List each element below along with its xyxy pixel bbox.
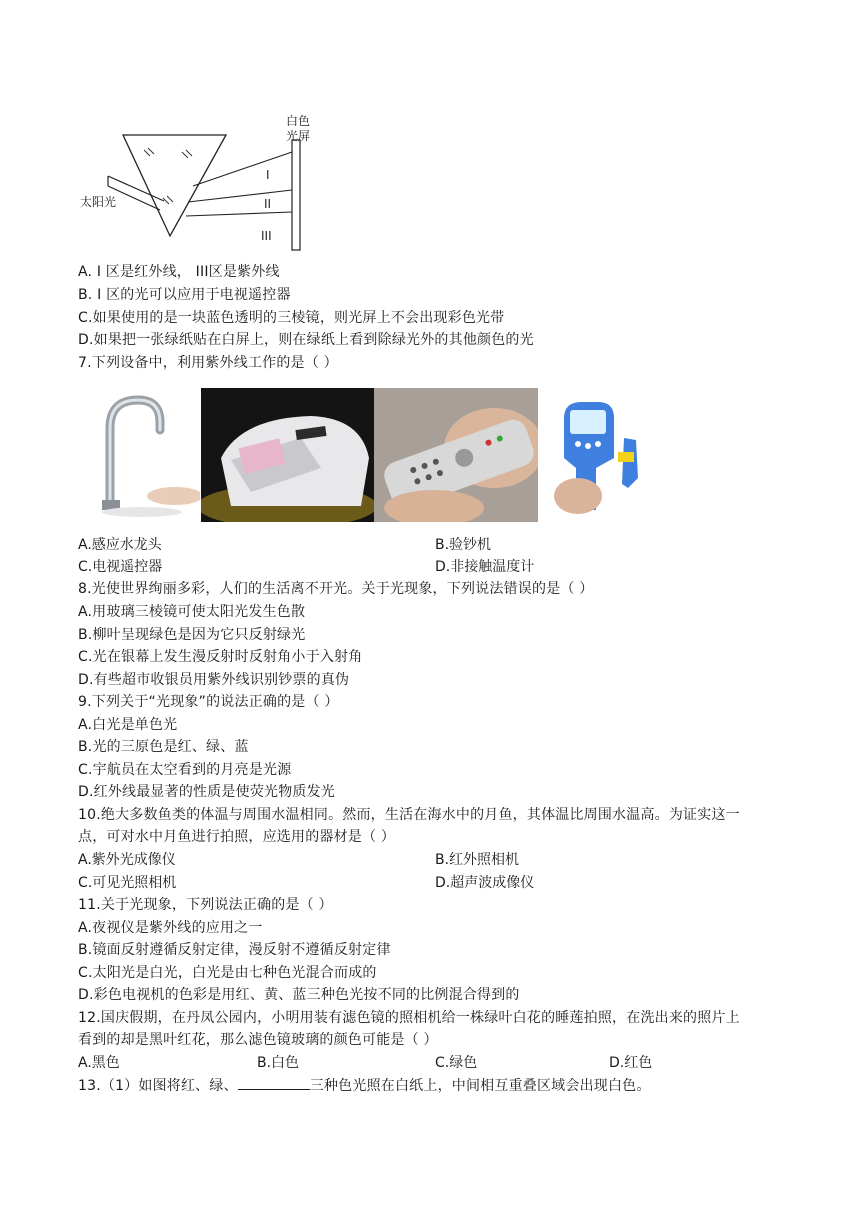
tv-remote-photo xyxy=(374,388,538,522)
q8-option-c: C.光在银幕上发生漫反射时反射角小于入射角 xyxy=(78,649,363,665)
q7-option-d: D.非接触温度计 xyxy=(435,559,535,575)
q6-option-d: D.如果把一张绿纸贴在白屏上，则在绿纸上看到除绿光外的其他颜色的光 xyxy=(78,332,534,348)
q10-stem-line2: 点，可对水中月鱼进行拍照，应选用的器材是（ ） xyxy=(78,829,396,845)
zone-3-label: III xyxy=(261,229,272,243)
q10-option-d: D.超声波成像仪 xyxy=(435,875,535,891)
screen-label-1: 白色 xyxy=(286,114,311,128)
q13-stem xyxy=(78,1075,651,1096)
q7-option-a: A.感应水龙头 xyxy=(78,537,162,553)
sunlight-label: 太阳光 xyxy=(80,195,117,209)
screen-label-2: 光屏 xyxy=(286,129,311,143)
q8-option-a: A.用玻璃三棱镜可使太阳光发生色散 xyxy=(78,604,306,620)
faucet-photo xyxy=(80,388,200,522)
q13-suffix: 三种色光照在白纸上，中间相互重叠区域会出现白色。 xyxy=(309,1078,651,1094)
q12-option-a: A.黑色 xyxy=(78,1055,120,1071)
q13-prefix: 13.（1）如图将红、绿、 xyxy=(78,1078,238,1094)
q7-stem: 7.下列设备中，利用紫外线工作的是（ ） xyxy=(78,355,338,371)
q7-option-b: B.验钞机 xyxy=(435,537,492,553)
q11-option-d: D.彩色电视机的色彩是用红、黄、蓝三种色光按不同的比例混合得到的 xyxy=(78,987,520,1003)
q12-stem-line2: 看到的却是黑叶红花，那么滤色镜玻璃的颜色可能是（ ） xyxy=(78,1032,438,1048)
q11-option-c: C.太阳光是白光，白光是由七种色光混合而成的 xyxy=(78,965,377,981)
q10-option-b: B.红外照相机 xyxy=(435,852,520,868)
q12-option-b: B.白色 xyxy=(257,1055,300,1071)
q8-option-b: B.柳叶呈现绿色是因为它只反射绿光 xyxy=(78,627,306,643)
q11-option-b: B.镜面反射遵循反射定律，漫反射不遵循反射定律 xyxy=(78,942,391,958)
sunlight-ray-upper xyxy=(108,176,164,201)
white-screen xyxy=(292,140,300,250)
zone-2-label: II xyxy=(264,197,272,211)
dispersed-ray-bottom xyxy=(186,212,292,216)
q11-stem: 11.关于光现象，下列说法正确的是（ ） xyxy=(78,897,333,913)
q10-option-c: C.可见光照相机 xyxy=(78,875,177,891)
q11-option-a: A.夜视仪是紫外线的应用之一 xyxy=(78,920,263,936)
q9-option-b: B.光的三原色是红、绿、蓝 xyxy=(78,739,249,755)
q6-option-b: B. I 区的光可以应用于电视遥控器 xyxy=(78,287,291,303)
q6-option-c: C.如果使用的是一块蓝色透明的三棱镜，则光屏上不会出现彩色光带 xyxy=(78,310,505,326)
prism xyxy=(123,135,226,236)
q10-option-a: A.紫外光成像仪 xyxy=(78,852,176,868)
q7-option-c: C.电视遥控器 xyxy=(78,559,163,575)
q8-stem: 8.光使世界绚丽多彩，人们的生活离不开光。关于光现象，下列说法错误的是（ ） xyxy=(78,581,594,597)
q12-option-c: C.绿色 xyxy=(435,1055,478,1071)
q13-answer-blank[interactable] xyxy=(238,1075,310,1090)
prism-dispersion-diagram xyxy=(78,108,328,258)
q9-option-c: C.宇航员在太空看到的月亮是光源 xyxy=(78,762,292,778)
dispersed-ray-mid xyxy=(188,190,292,202)
q6-option-a: A. I 区是红外线， III区是紫外线 xyxy=(78,264,280,280)
q9-option-d: D.红外线最显著的性质是使荧光物质发光 xyxy=(78,784,336,800)
q9-option-a: A.白光是单色光 xyxy=(78,717,178,733)
q10-stem-line1: 10.绝大多数鱼类的体温与周围水温相同。然而，生活在海水中的月鱼，其体温比周围水温高。为证实这一 xyxy=(78,807,740,823)
q9-stem: 9.下列关于“光现象”的说法正确的是（ ） xyxy=(78,694,339,710)
q8-option-d: D.有些超市收银员用紫外线识别钞票的真伪 xyxy=(78,672,350,688)
q12-option-d: D.红色 xyxy=(609,1055,653,1071)
zone-1-label: I xyxy=(266,168,270,182)
thermometer-photo xyxy=(538,388,660,522)
q12-stem-line1: 12.国庆假期，在丹凤公园内，小明用装有滤色镜的照相机给一株绿叶白花的睡莲拍照，在洗出来的照片上 xyxy=(78,1010,740,1026)
money-detector-photo xyxy=(201,388,374,522)
